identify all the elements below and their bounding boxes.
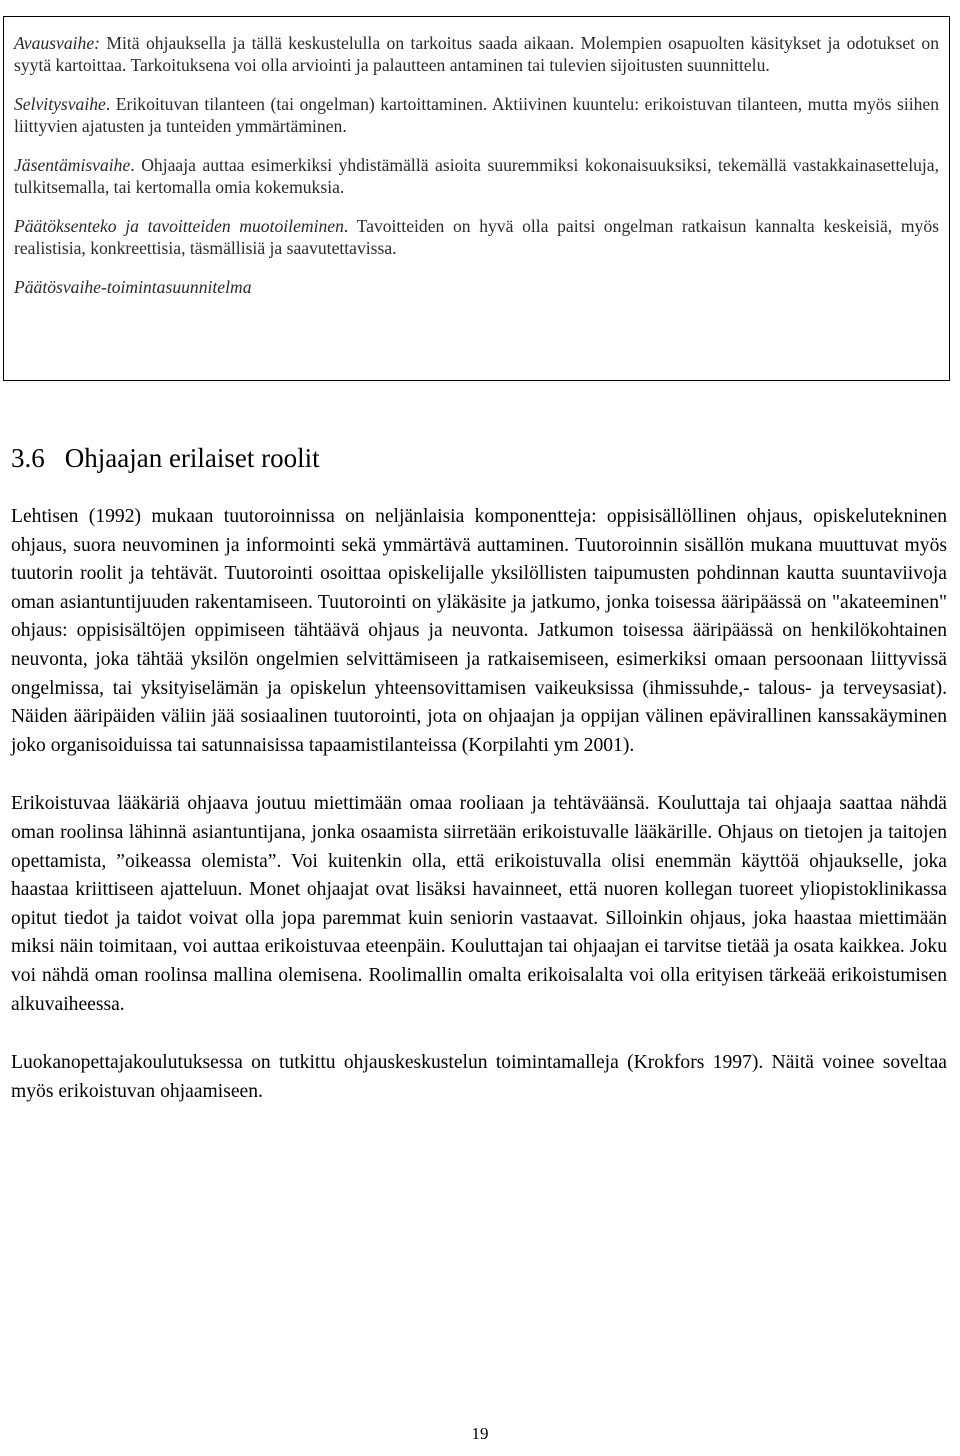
box-item-opening (14, 32, 939, 76)
paragraph: Lehtisen (1992) mukaan tuutoroinnissa on neljänlaisia komponentteja: oppisisällöllinen ohjaus, opiskelutekninen ohjaus, suora neuvominen ja informointi sekä ymmärtävä auttaminen. Tuutoroinnin sisällön mukana muuttuvat myös tuutorin roolit ja tehtävät. Tuutorointi osoittaa opiskelijalle yksilöllisten taipumusten pohdinnan kautta suuntaviivoja oman asiantuntijuuden rakentamiseen. Tuutorointi on yläkäsite ja jatkumo, jonka toisessa ääripäässä on "akateeminen" ohjaus: oppisisältöjen oppimiseen tähtäävä ohjaus ja neuvonta. Jatkumon toisessa ääripäässä on henkilökohtainen neuvonta, joka tähtää yksilön ongelmien selvittämiseen ja ratkaisemiseen, esimerkiksi omaan persoonaan liittyvissä ongelmissa, tai yksityiselämän ja opiskelun yhteensovittamisen vaikeuksissa (ihmissuhde,- talous- ja terveysasiat). Näiden ääripäiden väliin jää sosiaalinen tuutorointi, jota on ohjaajan ja oppijan välinen epävirallinen kanssakäyminen joko organisoiduissa tai satunnaisissa tapaamistilanteissa (Korpilahti ym 2001). (11, 506, 947, 756)
box-item-text: Mitä ohjauksella ja tällä keskustelulla on tarkoitus saada aikaan. Molempien osapuolten käsitykset ja odotukset on syytä kartoittaa. Tarkoituksena voi olla arviointi ja palautteen antaminen tai tulevien sijoitusten suunnittelu. (14, 33, 939, 75)
box-item-label: Jäsentämisvaihe (14, 155, 131, 175)
paragraph: Luokanopettajakoulutuksessa on tutkittu ohjauskeskustelun toimintamalleja (Krokfors 1997). Näitä voinee soveltaa myös erikoistuvan ohjaamiseen. (11, 1052, 947, 1102)
section-heading (11, 440, 320, 476)
box-item-label: Selvitysvaihe (14, 94, 106, 114)
box-item-structuring (14, 154, 939, 198)
box-item-label: Päätösvaihe-toimintasuunnitelma (14, 277, 252, 297)
body-text (11, 503, 947, 1136)
framed-box (3, 16, 950, 381)
box-item-label: Avausvaihe: (14, 33, 100, 53)
box-item-exploration (14, 93, 939, 137)
box-item-label: Päätöksenteko ja tavoitteiden muotoileminen (14, 216, 344, 236)
paragraph: Erikoistuvaa lääkäriä ohjaava joutuu miettimään omaa rooliaan ja tehtäväänsä. Kouluttaja tai ohjaaja saattaa nähdä oman roolinsa lähinnä asiantuntijana, jonka osaamista siirretään erikoistuvalle lääkärille. Ohjaus on tietojen ja taitojen opettamista, ”oikeassa olemista”. Voi kuitenkin olla, että erikoistuvalla olisi enemmän käyttöä ohjaukselle, joka haastaa kriittiseen ajatteluun. Monet ohjaajat ovat lisäksi havainneet, että nuoren kollegan tuoreet yliopistoklinikassa opitut tiedot ja taidot voivat olla jopa paremmat kuin seniorin vastaavat. Silloinkin ohjaus, joka haastaa miettimään miksi näin toimitaan, voi auttaa erikoistuvaa eteenpäin. Kouluttajan tai ohjaajan ei tarvitse tietää ja osata kaikkea. Joku voi nähdä oman roolinsa mallina olemisena. Roolimallin omalta erikoisalalta voi olla erityisen tärkeää erikoistumisen alkuvaiheessa. (11, 793, 947, 1015)
page-number: 19 (471, 1424, 489, 1443)
section-title: Ohjaajan erilaiset roolit (64, 443, 320, 473)
box-item-decision-making (14, 215, 939, 259)
section-number: 3.6 (11, 443, 45, 473)
box-item-text: . Erikoituvan tilanteen (tai ongelman) kartoittaminen. Aktiivinen kuuntelu: erikoistuvan tilanteen, mutta myös siihen liittyvien ajatusten ja tunteiden ymmärtäminen. (14, 94, 939, 136)
box-item-action-plan (14, 276, 939, 298)
box-item-text: . Tavoitteiden on hyvä olla paitsi ongelman ratkaisun kannalta keskeisiä, myös realistisia, konkreettisia, täsmällisiä ja saavutettavissa. (14, 216, 939, 258)
box-item-text: . Ohjaaja auttaa esimerkiksi yhdistämällä asioita suuremmiksi kokonaisuuksiksi, tekemällä vastakkainasetteluja, tulkitsemalla, tai kertomalla omia kokemuksia. (14, 155, 939, 197)
